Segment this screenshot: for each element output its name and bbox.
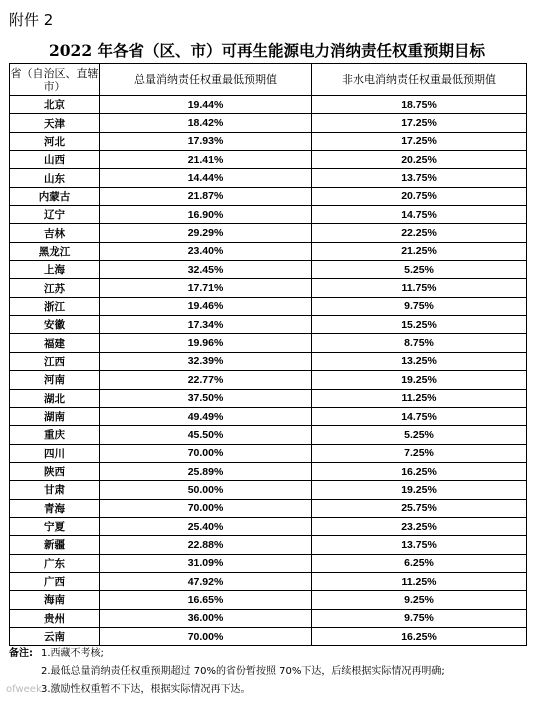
total-weight-cell: 19.96% [100, 334, 312, 352]
nonhydro-weight-cell: 20.25% [312, 151, 527, 169]
column-header-nonhydro-weight: 非水电消纳责任权重最低预期值 [312, 64, 527, 96]
province-cell: 河南 [10, 371, 100, 389]
total-weight-cell: 16.90% [100, 206, 312, 224]
watermark: ofweek [6, 684, 42, 695]
province-cell: 贵州 [10, 609, 100, 627]
table-row [10, 169, 527, 187]
note-line-1 [9, 645, 526, 663]
nonhydro-weight-cell: 11.25% [312, 572, 527, 590]
table-row [10, 224, 527, 242]
table-row [10, 499, 527, 517]
province-cell: 吉林 [10, 224, 100, 242]
province-cell: 北京 [10, 96, 100, 114]
nonhydro-weight-cell: 7.25% [312, 444, 527, 462]
table-row [10, 407, 527, 425]
province-cell: 浙江 [10, 297, 100, 315]
total-weight-cell: 22.77% [100, 371, 312, 389]
nonhydro-weight-cell: 17.25% [312, 114, 527, 132]
table-row [10, 554, 527, 572]
column-header-province: 省（自治区、直辖市） [10, 64, 100, 96]
province-cell: 黑龙江 [10, 242, 100, 260]
province-cell: 山东 [10, 169, 100, 187]
nonhydro-weight-cell: 15.25% [312, 316, 527, 334]
nonhydro-weight-cell: 6.25% [312, 554, 527, 572]
total-weight-cell: 50.00% [100, 481, 312, 499]
nonhydro-weight-cell: 13.75% [312, 169, 527, 187]
nonhydro-weight-cell: 18.75% [312, 96, 527, 114]
nonhydro-weight-cell: 20.75% [312, 187, 527, 205]
column-header-total-weight: 总量消纳责任权重最低预期值 [100, 64, 312, 96]
nonhydro-weight-cell: 9.25% [312, 591, 527, 609]
note-line-2 [9, 663, 526, 681]
table-row [10, 279, 527, 297]
total-weight-cell: 49.49% [100, 407, 312, 425]
total-weight-cell: 25.40% [100, 517, 312, 535]
document-title: 2022 年各省（区、市）可再生能源电力消纳责任权重预期目标 [48, 41, 486, 60]
table-header-row [10, 64, 527, 96]
table-row [10, 627, 527, 645]
province-cell: 河北 [10, 132, 100, 150]
nonhydro-weight-cell: 17.25% [312, 132, 527, 150]
table-row [10, 261, 527, 279]
table-row [10, 444, 527, 462]
total-weight-cell: 17.93% [100, 132, 312, 150]
table-row [10, 316, 527, 334]
table-row [10, 517, 527, 535]
total-weight-cell: 36.00% [100, 609, 312, 627]
total-weight-cell: 32.39% [100, 352, 312, 370]
total-weight-cell: 45.50% [100, 426, 312, 444]
nonhydro-weight-cell: 9.75% [312, 609, 527, 627]
province-cell: 广西 [10, 572, 100, 590]
table-row [10, 96, 527, 114]
total-weight-cell: 25.89% [100, 462, 312, 480]
total-weight-cell: 70.00% [100, 499, 312, 517]
nonhydro-weight-cell: 22.25% [312, 224, 527, 242]
province-cell: 内蒙古 [10, 187, 100, 205]
province-cell: 福建 [10, 334, 100, 352]
total-weight-cell: 32.45% [100, 261, 312, 279]
province-cell: 宁夏 [10, 517, 100, 535]
province-cell: 云南 [10, 627, 100, 645]
province-cell: 青海 [10, 499, 100, 517]
province-cell: 重庆 [10, 426, 100, 444]
note-item: 3.激励性权重暂不下达，根据实际情况再下达。 [41, 684, 251, 695]
notes-section [9, 645, 526, 699]
nonhydro-weight-cell: 5.25% [312, 261, 527, 279]
nonhydro-weight-cell: 11.75% [312, 279, 527, 297]
total-weight-cell: 29.29% [100, 224, 312, 242]
nonhydro-weight-cell: 25.75% [312, 499, 527, 517]
note-line-3 [9, 681, 526, 699]
nonhydro-weight-cell: 19.25% [312, 481, 527, 499]
total-weight-cell: 23.40% [100, 242, 312, 260]
total-weight-cell: 22.88% [100, 536, 312, 554]
province-cell: 山西 [10, 151, 100, 169]
table-row [10, 151, 527, 169]
total-weight-cell: 47.92% [100, 572, 312, 590]
table-row [10, 114, 527, 132]
targets-table [9, 63, 527, 646]
nonhydro-weight-cell: 19.25% [312, 371, 527, 389]
nonhydro-weight-cell: 21.25% [312, 242, 527, 260]
nonhydro-weight-cell: 14.75% [312, 206, 527, 224]
province-cell: 四川 [10, 444, 100, 462]
table-body [10, 96, 527, 646]
total-weight-cell: 17.71% [100, 279, 312, 297]
nonhydro-weight-cell: 13.75% [312, 536, 527, 554]
province-cell: 陕西 [10, 462, 100, 480]
nonhydro-weight-cell: 11.25% [312, 389, 527, 407]
total-weight-cell: 17.34% [100, 316, 312, 334]
province-cell: 湖南 [10, 407, 100, 425]
nonhydro-weight-cell: 9.75% [312, 297, 527, 315]
table-row [10, 536, 527, 554]
table-row [10, 132, 527, 150]
nonhydro-weight-cell: 16.25% [312, 627, 527, 645]
nonhydro-weight-cell: 8.75% [312, 334, 527, 352]
total-weight-cell: 14.44% [100, 169, 312, 187]
table-row [10, 572, 527, 590]
nonhydro-weight-cell: 23.25% [312, 517, 527, 535]
province-cell: 广东 [10, 554, 100, 572]
total-weight-cell: 21.87% [100, 187, 312, 205]
nonhydro-weight-cell: 5.25% [312, 426, 527, 444]
province-cell: 新疆 [10, 536, 100, 554]
table-row [10, 609, 527, 627]
table-row [10, 334, 527, 352]
table-row [10, 297, 527, 315]
province-cell: 海南 [10, 591, 100, 609]
province-cell: 甘肃 [10, 481, 100, 499]
table-row [10, 242, 527, 260]
nonhydro-weight-cell: 16.25% [312, 462, 527, 480]
province-cell: 江西 [10, 352, 100, 370]
total-weight-cell: 16.65% [100, 591, 312, 609]
province-cell: 江苏 [10, 279, 100, 297]
table-row [10, 389, 527, 407]
attachment-label: 附件 2 [9, 11, 54, 29]
table-row [10, 371, 527, 389]
note-item: 1.西藏不考核; [41, 648, 104, 659]
total-weight-cell: 70.00% [100, 627, 312, 645]
total-weight-cell: 31.09% [100, 554, 312, 572]
notes-label: 备注: [9, 648, 33, 659]
table-row [10, 187, 527, 205]
total-weight-cell: 18.42% [100, 114, 312, 132]
note-item: 2.最低总量消纳责任权重预期超过 70%的省份暂按照 70%下达，后续根据实际情况再明确; [41, 666, 445, 677]
total-weight-cell: 19.46% [100, 297, 312, 315]
total-weight-cell: 37.50% [100, 389, 312, 407]
province-cell: 安徽 [10, 316, 100, 334]
table-row [10, 481, 527, 499]
table-row [10, 426, 527, 444]
province-cell: 天津 [10, 114, 100, 132]
total-weight-cell: 70.00% [100, 444, 312, 462]
nonhydro-weight-cell: 13.25% [312, 352, 527, 370]
nonhydro-weight-cell: 14.75% [312, 407, 527, 425]
table-row [10, 462, 527, 480]
province-cell: 上海 [10, 261, 100, 279]
province-cell: 湖北 [10, 389, 100, 407]
table-row [10, 352, 527, 370]
table-row [10, 591, 527, 609]
table-row [10, 206, 527, 224]
total-weight-cell: 21.41% [100, 151, 312, 169]
total-weight-cell: 19.44% [100, 96, 312, 114]
province-cell: 辽宁 [10, 206, 100, 224]
